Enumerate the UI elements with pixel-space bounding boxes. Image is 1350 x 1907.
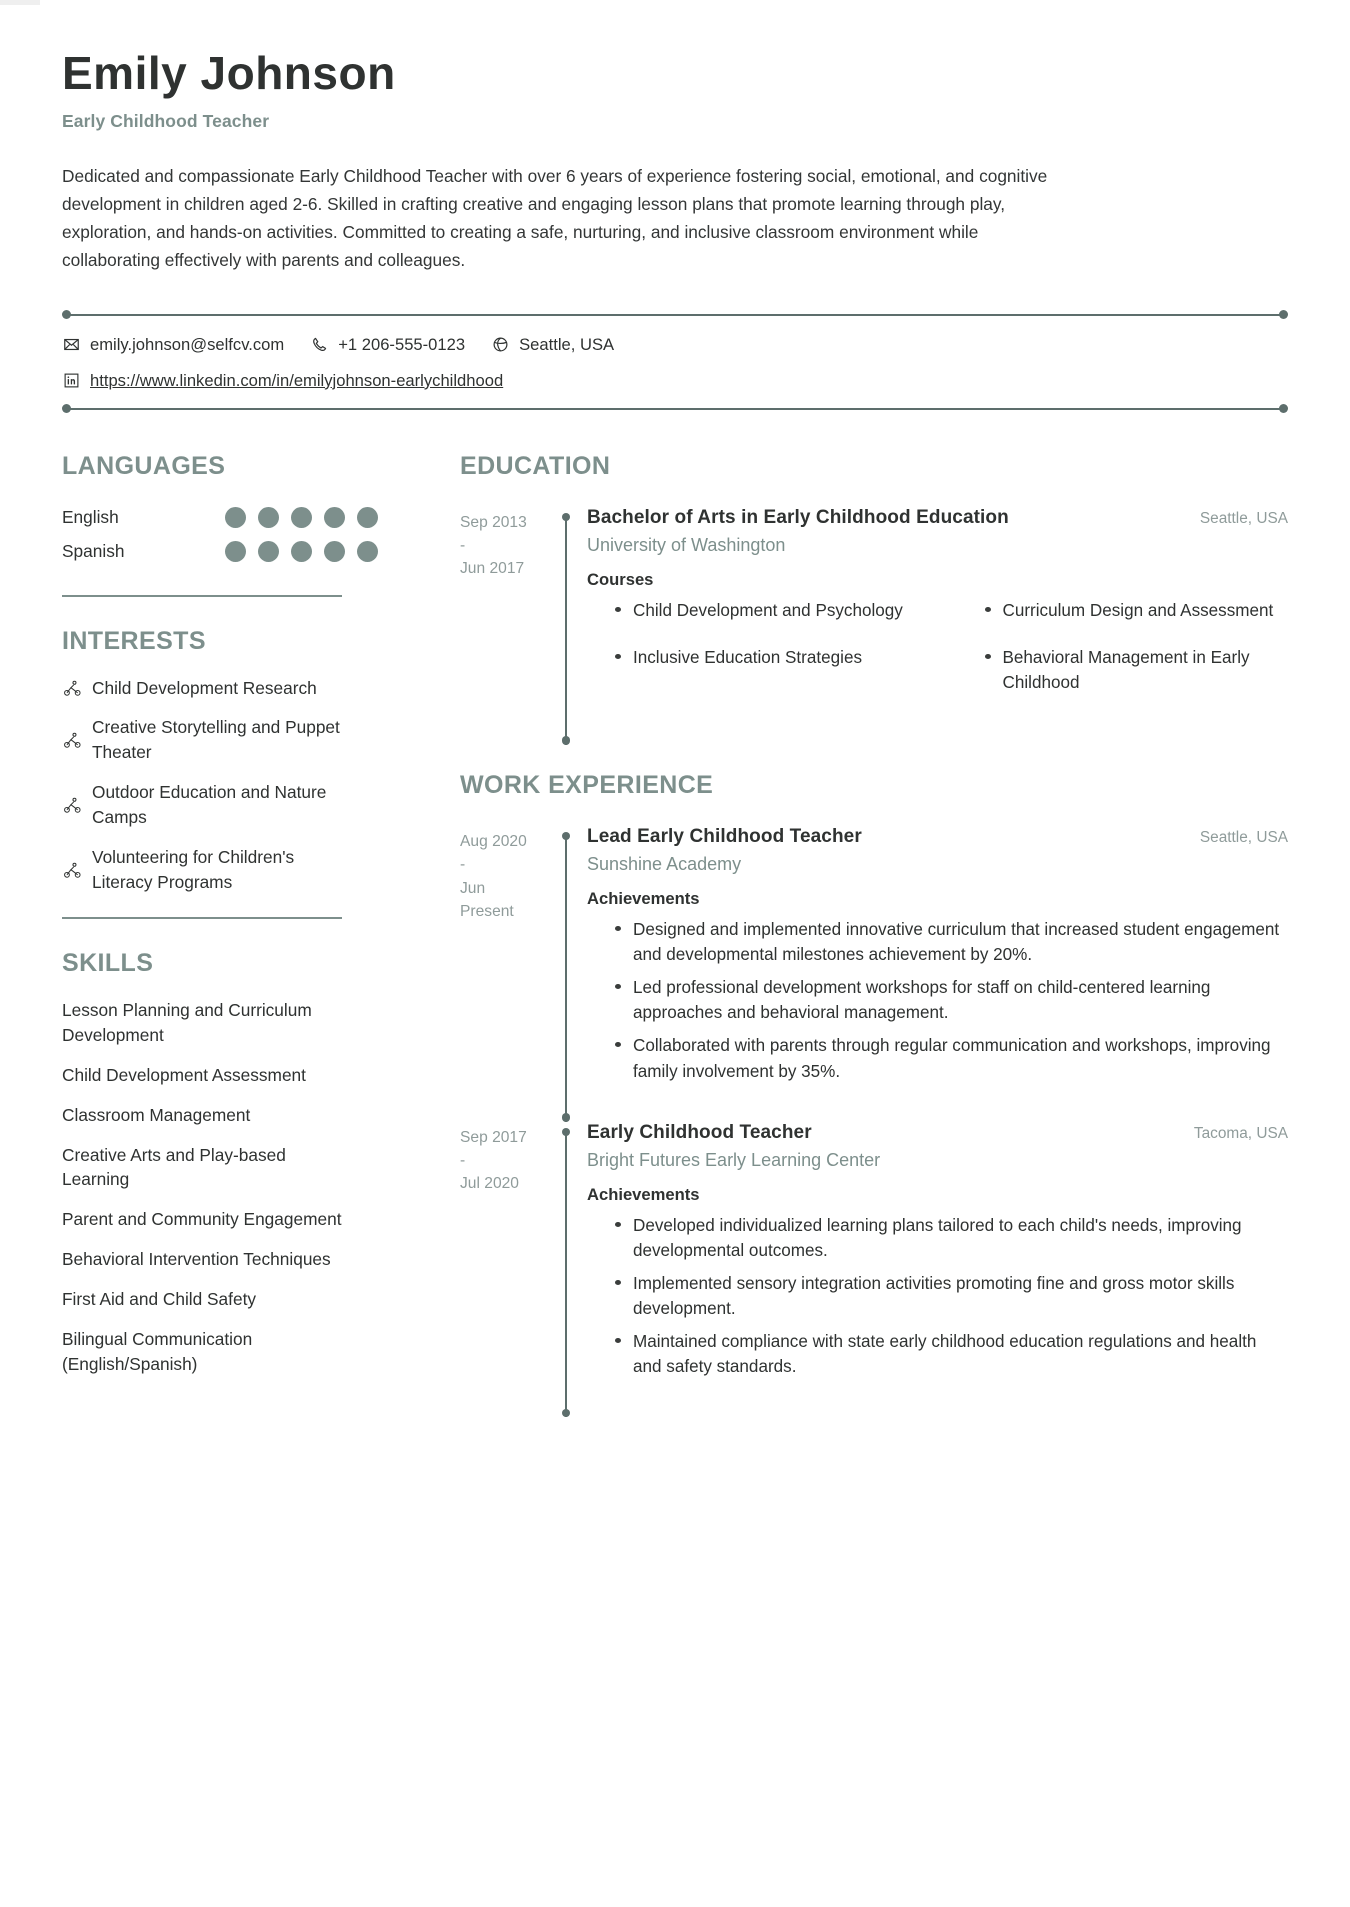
language-name: Spanish [62, 541, 125, 562]
contact-linkedin[interactable] [62, 371, 503, 391]
education-section [460, 452, 1288, 745]
bicycle-icon [62, 795, 82, 815]
timeline-rail [560, 826, 573, 1122]
list-item: Creative Arts and Play-based Learning [62, 1144, 286, 1190]
work-entry-body [573, 826, 1288, 1122]
entry-location: Seattle, USA [1199, 509, 1288, 527]
work-section-title: WORK EXPERIENCE [460, 770, 714, 799]
contact-top-rule [70, 314, 1280, 316]
globe-pin-icon [491, 335, 510, 354]
contact-bar [62, 314, 1288, 410]
timeline-rail [560, 507, 573, 745]
course-label: Behavioral Management in Early Childhood [1002, 647, 1250, 692]
interest-label: Creative Storytelling and Puppet Theater [92, 717, 340, 763]
languages-section-title: LANGUAGES [62, 451, 226, 480]
language-level-dots [225, 541, 384, 562]
courses-list [587, 598, 1288, 715]
interests-section-title: INTERESTS [62, 626, 206, 655]
education-entry [460, 507, 1288, 745]
contact-location-text: Seattle, USA [519, 334, 615, 354]
achievement-text: Maintained compliance with state early childhood education regulations and health and safety standards. [633, 1332, 1257, 1377]
list-item [587, 1213, 1288, 1263]
timeline-rail [560, 1122, 573, 1418]
work-experience-section [460, 771, 1288, 1418]
level-dot [258, 507, 279, 528]
level-dot [225, 507, 246, 528]
work-entry-body [573, 1122, 1288, 1418]
timeline-dot-end [562, 736, 571, 745]
date-end-line-1: Jul 2020 [460, 1175, 519, 1193]
achievement-text: Led professional development workshops for staff on child-centered learning approaches and behavioral management. [633, 978, 1211, 1023]
linkedin-icon [62, 371, 81, 390]
education-section-title: EDUCATION [460, 451, 611, 480]
divider [62, 595, 342, 597]
divider [62, 917, 342, 919]
skills-list [62, 998, 384, 1377]
bullet-dot [615, 654, 621, 659]
list-item: Classroom Management [62, 1104, 251, 1125]
date-separator: - [460, 536, 466, 554]
contact-location [491, 335, 614, 355]
list-item: First Aid and Child Safety [62, 1289, 257, 1310]
achievements-list [587, 1213, 1288, 1380]
interest-label: Child Development Research [92, 677, 317, 698]
contact-linkedin-link[interactable]: https://www.linkedin.com/in/emilyjohnson-earlychildhood [90, 370, 504, 390]
date-start: Sep 2013 [460, 513, 527, 531]
page-title: Emily Johnson [62, 47, 396, 99]
list-item [587, 1329, 1288, 1379]
bullet-dot [615, 1280, 621, 1285]
list-item [957, 598, 1289, 623]
language-level-dots [225, 507, 384, 528]
languages-list [62, 501, 384, 569]
date-start: Aug 2020 [460, 832, 527, 850]
page-corner-mark [0, 0, 40, 5]
level-dot [225, 541, 246, 562]
level-dot [357, 541, 378, 562]
level-dot [324, 507, 345, 528]
list-item: Lesson Planning and Curriculum Development [62, 999, 312, 1045]
course-label: Curriculum Design and Assessment [1002, 600, 1274, 620]
entry-date-range [460, 507, 560, 745]
interest-label: Outdoor Education and Nature Camps [92, 782, 327, 828]
bullet-dot [615, 984, 621, 989]
entry-date-range [460, 1122, 560, 1418]
contact-bottom-rule [70, 408, 1280, 410]
phone-icon [310, 335, 329, 354]
bullet-dot [615, 1222, 621, 1227]
job-role-subtitle: Early Childhood Teacher [62, 110, 270, 131]
list-item: Parent and Community Engagement [62, 1209, 342, 1230]
achievement-text: Collaborated with parents through regular communication and workshops, improving family involvement by 35%. [633, 1036, 1271, 1081]
achievement-text: Implemented sensory integration activities promoting fine and gross motor skills development. [633, 1273, 1235, 1319]
list-item [62, 780, 384, 830]
list-item [62, 501, 384, 535]
bullet-dot [615, 926, 621, 931]
work-entry [460, 826, 1288, 1122]
job-title: Lead Early Childhood Teacher [587, 825, 862, 847]
date-end-line-2: Present [460, 903, 514, 921]
level-dot [324, 541, 345, 562]
interests-section [62, 627, 384, 895]
resume-header [62, 48, 1288, 274]
courses-label: Courses [587, 569, 654, 589]
date-end-line-1: Jun [460, 879, 486, 897]
skills-section-title: SKILLS [62, 948, 154, 977]
bullet-dot [615, 1042, 621, 1047]
achievements-list [587, 917, 1288, 1084]
achievements-label: Achievements [587, 888, 700, 908]
professional-summary: Dedicated and compassionate Early Childhood Teacher with over 6 years of experience fostering social, emotional, and cognitive development in children aged 2-6. Skilled in crafting creative and engaging lesson plans that promote learning through play, exploration, and hands-on activities. Committed to creating a safe, nurturing, and inclusive classroom environment while collaborating effectively with parents and colleagues. [62, 165, 1048, 270]
list-item [587, 1271, 1288, 1321]
bullet-dot [615, 1338, 621, 1343]
education-entry-body [573, 507, 1288, 745]
list-item [62, 676, 384, 701]
bullet-dot [985, 607, 991, 612]
entry-date-range [460, 826, 560, 1122]
contact-phone-text: +1 206-555-0123 [338, 334, 466, 354]
bullet-dot [985, 654, 991, 659]
timeline-line [565, 517, 567, 745]
bicycle-icon [62, 730, 82, 750]
level-dot [258, 541, 279, 562]
course-label: Inclusive Education Strategies [633, 647, 862, 667]
school-name: University of Washington [587, 534, 786, 555]
list-item [62, 715, 384, 765]
contact-phone[interactable] [310, 335, 465, 355]
contact-email[interactable] [62, 335, 284, 355]
date-end: Jun 2017 [460, 560, 525, 578]
entry-location: Tacoma, USA [1193, 1124, 1288, 1142]
work-entry [460, 1122, 1288, 1418]
list-item [62, 535, 384, 569]
timeline-dot-end [562, 1113, 571, 1122]
bullet-dot [615, 607, 621, 612]
list-item [957, 645, 1289, 695]
interests-list [62, 676, 384, 895]
achievements-label: Achievements [587, 1184, 700, 1204]
achievement-text: Developed individualized learning plans tailored to each child's needs, improving developmental outcomes. [633, 1215, 1242, 1260]
list-item [587, 645, 919, 695]
sidebar [62, 452, 402, 1418]
languages-section [62, 452, 384, 569]
course-label: Child Development and Psychology [633, 600, 903, 620]
resume-body [62, 452, 1288, 1418]
list-item: Child Development Assessment [62, 1064, 306, 1085]
level-dot [357, 507, 378, 528]
timeline-dot-end [562, 1409, 571, 1418]
list-item [587, 975, 1288, 1025]
level-dot [291, 541, 312, 562]
degree-title: Bachelor of Arts in Early Childhood Education [587, 506, 1009, 528]
list-item [587, 1033, 1288, 1083]
date-start: Sep 2017 [460, 1128, 527, 1146]
list-item [587, 598, 919, 623]
timeline-line [565, 1132, 567, 1418]
timeline-line [565, 836, 567, 1122]
company-name: Bright Futures Early Learning Center [587, 1149, 881, 1170]
main-content [402, 452, 1288, 1418]
interest-label: Volunteering for Children's Literacy Programs [92, 847, 295, 893]
bicycle-icon [62, 678, 82, 698]
company-name: Sunshine Academy [587, 853, 742, 874]
bicycle-icon [62, 860, 82, 880]
list-item: Bilingual Communication (English/Spanish) [62, 1329, 253, 1374]
contact-email-text: emily.johnson@selfcv.com [90, 334, 285, 354]
skills-section [62, 949, 384, 1377]
level-dot [291, 507, 312, 528]
job-title: Early Childhood Teacher [587, 1121, 812, 1143]
language-name: English [62, 507, 119, 528]
envelope-icon [62, 335, 81, 354]
list-item [62, 845, 384, 895]
entry-location: Seattle, USA [1199, 828, 1288, 846]
list-item: Behavioral Intervention Techniques [62, 1249, 331, 1270]
achievement-text: Designed and implemented innovative curriculum that increased student engagement and developmental milestones achievement by 20%. [633, 919, 1280, 965]
date-separator: - [460, 856, 466, 874]
date-separator: - [460, 1152, 466, 1170]
list-item [587, 917, 1288, 967]
